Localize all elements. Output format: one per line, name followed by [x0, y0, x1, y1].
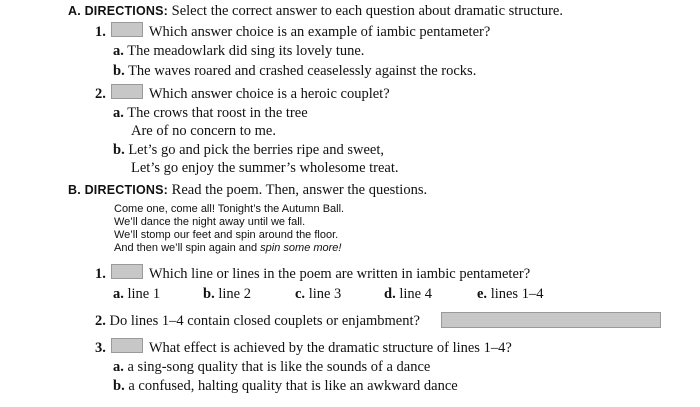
b-question-1: [95, 264, 530, 282]
b-q3-b-label: b.: [113, 378, 125, 394]
b-q1-a-text: line 1: [123, 286, 161, 302]
a-q2-a-line2: Are of no concern to me.: [131, 123, 276, 139]
b-q3-a-label: a.: [113, 359, 124, 375]
b-q3-choice-a: [113, 358, 430, 376]
b-question-3: [95, 338, 512, 356]
b-q1-a-label: a.: [113, 286, 124, 302]
poem-line-2: We’ll dance the night away until we fall.: [114, 216, 306, 228]
b-q2-number: 2.: [95, 313, 106, 329]
b-q1-b-label: b.: [203, 286, 215, 302]
a-q2-b-line2: Let’s go enjoy the summer’s wholesome treat.: [131, 160, 399, 176]
a-question-1: [95, 22, 490, 40]
b-q1-e-label: e.: [477, 286, 488, 302]
part-b-label: B. DIRECTIONS:: [68, 183, 169, 197]
b-q3-b-text: a confused, halting quality that is like an awkward dance: [124, 378, 458, 394]
a-q2-a-line1: The crows that roost in the tree: [123, 105, 308, 121]
part-a-directions: [68, 2, 563, 20]
a-q2-answer-blank[interactable]: [111, 84, 143, 99]
b-q3-number: 3.: [95, 340, 106, 356]
a-q1-a-label: a.: [113, 43, 124, 59]
b-q1-b-text: line 2: [214, 286, 251, 302]
a-q2-choice-a-line1: [113, 104, 308, 122]
b-q1-choice-c: [295, 285, 341, 303]
a-q1-a-text: The meadowlark did sing its lovely tune.: [123, 43, 365, 59]
b-q1-choice-a: [113, 285, 160, 303]
a-q2-text: Which answer choice is a heroic couplet?: [148, 86, 390, 102]
a-q1-b-text: The waves roared and crashed ceaselessly against the rocks.: [124, 63, 477, 79]
a-question-2: [95, 84, 390, 102]
a-q1-b-label: b.: [113, 63, 125, 79]
b-q1-d-label: d.: [384, 286, 396, 302]
part-a-label: A. DIRECTIONS:: [68, 4, 169, 18]
part-b-directions-text: Read the poem. Then, answer the questions.: [168, 182, 428, 198]
a-q2-b-label: b.: [113, 142, 125, 158]
a-q2-choice-b-line1: [113, 141, 384, 159]
a-q2-a-label: a.: [113, 105, 124, 121]
b-q2-answer-field[interactable]: [441, 312, 661, 328]
b-q3-a-text: a sing-song quality that is like the sounds of a dance: [123, 359, 431, 375]
b-q1-text: Which line or lines in the poem are written in iambic pentameter?: [148, 266, 531, 282]
b-q1-choice-b: [203, 285, 251, 303]
b-q1-choice-e: [477, 285, 543, 303]
b-q1-e-text: lines 1–4: [487, 286, 544, 302]
a-q2-b-line1: Let’s go and pick the berries ripe and sweet,: [124, 142, 385, 158]
a-q1-number: 1.: [95, 24, 106, 40]
b-q3-text: What effect is achieved by the dramatic structure of lines 1–4?: [148, 340, 512, 356]
b-q1-d-text: line 4: [395, 286, 432, 302]
b-question-2: [95, 312, 420, 330]
a-q1-choice-b: [113, 62, 476, 80]
b-q1-number: 1.: [95, 266, 106, 282]
poem-line-1: Come one, come all! Tonight’s the Autumn Ball.: [114, 203, 345, 215]
poem-line-4-start: And then we’ll spin again and: [114, 242, 261, 254]
poem-line-4-italic: spin some more!: [260, 242, 342, 254]
b-q1-c-label: c.: [295, 286, 306, 302]
b-q1-choice-d: [384, 285, 432, 303]
a-q1-choice-a: [113, 42, 364, 60]
a-q1-text: Which answer choice is an example of iambic pentameter?: [148, 24, 491, 40]
a-q2-number: 2.: [95, 86, 106, 102]
poem-line-3: We’ll stomp our feet and spin around the floor.: [114, 229, 339, 241]
part-a-directions-text: Select the correct answer to each question about dramatic structure.: [168, 3, 563, 19]
b-q1-c-text: line 3: [305, 286, 342, 302]
b-q2-text: Do lines 1–4 contain closed couplets or enjambment?: [105, 313, 420, 329]
b-q1-choices: [0, 285, 700, 303]
a-q1-answer-blank[interactable]: [111, 22, 143, 37]
b-q3-answer-blank[interactable]: [111, 338, 143, 353]
part-b-directions: [68, 181, 427, 199]
poem-line-4: [114, 242, 341, 255]
b-q3-choice-b: [113, 377, 458, 395]
b-q1-answer-blank[interactable]: [111, 264, 143, 279]
